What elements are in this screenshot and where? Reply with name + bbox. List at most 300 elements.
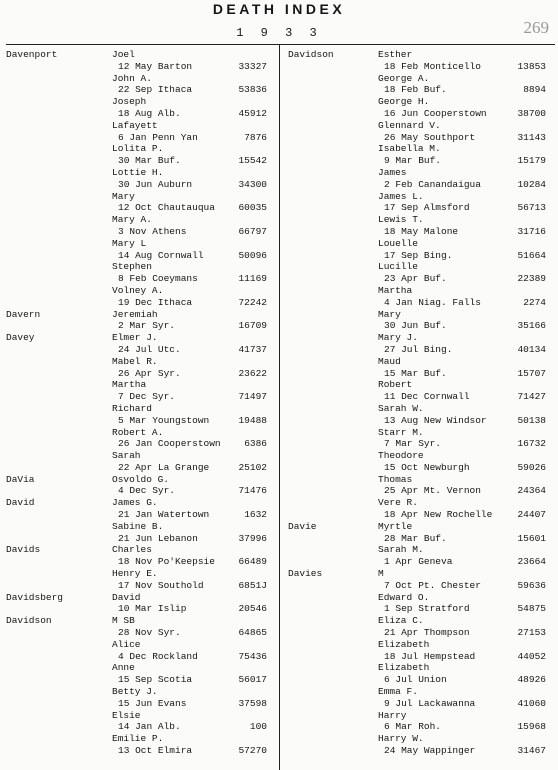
given-name: David	[112, 591, 141, 603]
entry-detail-row	[284, 273, 552, 285]
entry-name-row	[284, 427, 552, 439]
death-date-place: 15 Mar Buf.	[384, 367, 447, 379]
entry-name-row	[284, 733, 552, 745]
entry-name-row	[6, 592, 277, 604]
certificate-number: 71497	[238, 391, 267, 403]
certificate-number: 50138	[517, 414, 546, 426]
entry-detail-row	[6, 509, 277, 521]
given-name: Volney A.	[112, 284, 164, 296]
certificate-number: 75436	[238, 650, 267, 662]
entry-name-row	[6, 285, 277, 297]
death-date-place: 21 Apr Thompson	[384, 627, 470, 639]
certificate-number: 24407	[517, 509, 546, 521]
death-date-place: 23 Apr Buf.	[384, 273, 447, 285]
surname: Davidson	[6, 615, 52, 627]
given-name: Maud	[378, 355, 401, 367]
entry-name-row	[284, 379, 552, 391]
entry-name-row	[6, 49, 277, 61]
given-name: Alice	[112, 638, 141, 650]
entry-name-row	[284, 544, 552, 556]
certificate-number: 15179	[517, 155, 546, 167]
entry-name-row	[6, 710, 277, 722]
entry-name-row	[6, 568, 277, 580]
death-date-place: 17 Sep Bing.	[384, 249, 453, 261]
entry-detail-row	[6, 344, 277, 356]
death-date-place: 30 Mar Buf.	[118, 155, 181, 167]
given-name: M	[378, 568, 384, 580]
death-date-place: 6 Jul Union	[384, 674, 447, 686]
given-name: Jeremiah	[112, 308, 158, 320]
death-date-place: 1 Apr Geneva	[384, 556, 453, 568]
entry-detail-row	[6, 391, 277, 403]
certificate-number: 7876	[244, 131, 267, 143]
entry-name-row	[6, 521, 277, 533]
entry-name-row	[284, 285, 552, 297]
given-name: Martha	[112, 379, 147, 391]
given-name: John A.	[112, 72, 152, 84]
entry-name-row	[284, 96, 552, 108]
surname: Davern	[6, 308, 41, 320]
death-date-place: 28 Mar Buf.	[384, 532, 447, 544]
left-index-column	[6, 49, 277, 757]
given-name: Joel	[112, 49, 135, 60]
certificate-number: 53836	[238, 84, 267, 96]
entry-detail-row	[6, 698, 277, 710]
entry-name-row	[284, 568, 552, 580]
certificate-number: 54875	[517, 603, 546, 615]
given-name: Osvoldo G.	[112, 473, 170, 485]
entry-name-row	[6, 332, 277, 344]
given-name: Elizabeth	[378, 638, 430, 650]
entry-name-row	[284, 639, 552, 651]
certificate-number: 59026	[517, 461, 546, 473]
death-date-place: 22 Sep Ithaca	[118, 84, 193, 96]
certificate-number: 31467	[517, 745, 546, 757]
certificate-number: 50096	[238, 249, 267, 261]
certificate-number: 41737	[238, 343, 267, 355]
entry-detail-row	[6, 674, 277, 686]
entry-name-row	[6, 733, 277, 745]
given-name: Emma F.	[378, 686, 418, 698]
given-name: Martha	[378, 284, 413, 296]
certificate-number: 56713	[517, 202, 546, 214]
death-date-place: 14 Aug Cornwall	[118, 249, 204, 261]
entry-name-row	[6, 143, 277, 155]
entry-detail-row	[284, 368, 552, 380]
given-name: Thomas	[378, 473, 413, 485]
entry-detail-row	[284, 485, 552, 497]
certificate-number: 48926	[517, 674, 546, 686]
certificate-number: 27153	[517, 627, 546, 639]
certificate-number: 59636	[517, 579, 546, 591]
entry-name-row	[284, 521, 552, 533]
death-date-place: 18 Feb Buf.	[384, 84, 447, 96]
given-name: Sarah	[112, 450, 141, 462]
death-date-place: 17 Sep Almsford	[384, 202, 470, 214]
death-date-place: 18 Feb Monticello	[384, 60, 481, 72]
death-date-place: 25 Apr Mt. Vernon	[384, 485, 481, 497]
certificate-number: 35166	[517, 320, 546, 332]
death-date-place: 24 Jul Utc.	[118, 343, 181, 355]
entry-name-row	[6, 167, 277, 179]
entry-name-row	[284, 167, 552, 179]
given-name: Elmer J.	[112, 332, 158, 344]
death-date-place: 10 Mar Islip	[118, 603, 187, 615]
entry-detail-row	[6, 556, 277, 568]
entry-detail-row	[6, 651, 277, 663]
entry-name-row	[284, 332, 552, 344]
entry-detail-row	[284, 132, 552, 144]
surname: Davey	[6, 332, 35, 344]
given-name: Joseph	[112, 96, 147, 108]
entry-name-row	[284, 238, 552, 250]
entry-detail-row	[6, 250, 277, 262]
certificate-number: 22389	[517, 273, 546, 285]
given-name: Elsie	[112, 709, 141, 721]
death-date-place: 16 Jun Cooperstown	[384, 107, 487, 119]
surname: Davidsberg	[6, 591, 64, 603]
entry-name-row	[6, 450, 277, 462]
certificate-number: 10284	[517, 178, 546, 190]
given-name: Vere R.	[378, 497, 418, 509]
death-date-place: 11 Dec Cornwall	[384, 391, 470, 403]
given-name: Glennard V.	[378, 119, 441, 131]
certificate-number: 24364	[517, 485, 546, 497]
entry-detail-row	[6, 108, 277, 120]
surname: Davenport	[6, 49, 58, 60]
entry-detail-row	[6, 84, 277, 96]
entry-detail-row	[284, 297, 552, 309]
entry-detail-row	[6, 721, 277, 733]
certificate-number: 51664	[517, 249, 546, 261]
entry-name-row	[284, 73, 552, 85]
entry-name-row	[284, 474, 552, 486]
entry-detail-row	[6, 61, 277, 73]
certificate-number: 64865	[238, 627, 267, 639]
given-name: Lafayett	[112, 119, 158, 131]
entry-name-row	[284, 49, 552, 61]
certificate-number: 23622	[238, 367, 267, 379]
given-name: Elizabeth	[378, 662, 430, 674]
entry-name-row	[6, 686, 277, 698]
death-date-place: 13 Aug New Windsor	[384, 414, 487, 426]
certificate-number: 38700	[517, 107, 546, 119]
certificate-number: 72242	[238, 296, 267, 308]
page-title: DEATH INDEX	[212, 1, 346, 17]
entry-detail-row	[284, 391, 552, 403]
death-date-place: 26 May Southport	[384, 131, 476, 143]
certificate-number: 71476	[238, 485, 267, 497]
certificate-number: 6851J	[238, 579, 267, 591]
death-date-place: 8 Feb Coeymans	[118, 273, 198, 285]
entry-detail-row	[284, 320, 552, 332]
given-name: Charles	[112, 544, 152, 556]
given-name: George A.	[378, 72, 430, 84]
certificate-number: 1632	[244, 509, 267, 521]
certificate-number: 16732	[517, 438, 546, 450]
entry-detail-row	[6, 580, 277, 592]
right-index-column	[284, 49, 552, 757]
entry-detail-row	[284, 627, 552, 639]
death-date-place: 7 Oct Pt. Chester	[384, 579, 481, 591]
given-name: James	[378, 166, 407, 178]
given-name: Mary	[112, 190, 135, 202]
given-name: Richard	[112, 402, 152, 414]
entry-name-row	[6, 639, 277, 651]
certificate-number: 40134	[517, 343, 546, 355]
entry-detail-row	[284, 250, 552, 262]
certificate-number: 25102	[238, 461, 267, 473]
entry-detail-row	[284, 533, 552, 545]
entry-name-row	[284, 497, 552, 509]
death-date-place: 7 Dec Syr.	[118, 391, 176, 403]
entry-detail-row	[284, 61, 552, 73]
certificate-number: 23664	[517, 556, 546, 568]
certificate-number: 15601	[517, 532, 546, 544]
given-name: Sabine B.	[112, 520, 164, 532]
death-date-place: 28 Nov Syr.	[118, 627, 181, 639]
given-name: Myrtle	[378, 520, 413, 532]
certificate-number: 34300	[238, 178, 267, 190]
certificate-number: 6386	[244, 438, 267, 450]
entry-name-row	[6, 73, 277, 85]
entry-detail-row	[284, 84, 552, 96]
entry-name-row	[6, 238, 277, 250]
certificate-number: 33327	[238, 60, 267, 72]
given-name: Esther	[378, 49, 413, 60]
entry-detail-row	[6, 462, 277, 474]
certificate-number: 37598	[238, 697, 267, 709]
entry-name-row	[6, 474, 277, 486]
given-name: Mabel R.	[112, 355, 158, 367]
entry-detail-row	[284, 556, 552, 568]
given-name: Theodore	[378, 450, 424, 462]
given-name: Robert A.	[112, 426, 164, 438]
given-name: Henry E.	[112, 568, 158, 580]
death-date-place: 6 Mar Roh.	[384, 721, 442, 733]
entry-name-row	[284, 143, 552, 155]
entry-name-row	[6, 544, 277, 556]
entry-name-row	[284, 191, 552, 203]
given-name: Harry	[378, 709, 407, 721]
certificate-number: 8894	[523, 84, 546, 96]
death-date-place: 18 Aug Alb.	[118, 107, 181, 119]
given-name: Betty J.	[112, 686, 158, 698]
given-name: Mary L	[112, 237, 147, 249]
entry-name-row	[6, 120, 277, 132]
given-name: Stephen	[112, 261, 152, 273]
entry-detail-row	[284, 603, 552, 615]
entry-name-row	[6, 96, 277, 108]
entry-detail-row	[284, 202, 552, 214]
certificate-number: 2274	[523, 296, 546, 308]
entry-detail-row	[6, 202, 277, 214]
entry-detail-row	[6, 415, 277, 427]
given-name: Mary A.	[112, 214, 152, 226]
death-date-place: 26 Apr Syr.	[118, 367, 181, 379]
entry-name-row	[6, 497, 277, 509]
entry-detail-row	[6, 368, 277, 380]
entry-detail-row	[284, 226, 552, 238]
entry-name-row	[284, 450, 552, 462]
death-date-place: 6 Jan Penn Yan	[118, 131, 198, 143]
entry-name-row	[6, 427, 277, 439]
certificate-number: 31143	[517, 131, 546, 143]
death-date-place: 15 Jun Evans	[118, 697, 187, 709]
entry-name-row	[6, 615, 277, 627]
given-name: George H.	[378, 96, 430, 108]
surname: Davidson	[288, 49, 334, 60]
death-date-place: 7 Mar Syr.	[384, 438, 442, 450]
death-date-place: 21 Jun Lebanon	[118, 532, 198, 544]
death-date-place: 19 Dec Ithaca	[118, 296, 193, 308]
certificate-number: 11169	[238, 273, 267, 285]
certificate-number: 37996	[238, 532, 267, 544]
given-name: Emilie P.	[112, 733, 164, 745]
death-date-place: 22 Apr La Grange	[118, 461, 210, 473]
entry-name-row	[6, 309, 277, 321]
certificate-number: 71427	[517, 391, 546, 403]
entry-detail-row	[284, 721, 552, 733]
entry-name-row	[6, 356, 277, 368]
entry-detail-row	[6, 745, 277, 757]
header-rule	[6, 44, 555, 45]
certificate-number: 44052	[517, 650, 546, 662]
entry-detail-row	[284, 580, 552, 592]
certificate-number: 20546	[238, 603, 267, 615]
death-date-place: 2 Mar Syr.	[118, 320, 176, 332]
entry-name-row	[6, 403, 277, 415]
death-date-place: 5 Mar Youngstown	[118, 414, 210, 426]
certificate-number: 60035	[238, 202, 267, 214]
given-name: Starr M.	[378, 426, 424, 438]
given-name: Anne	[112, 662, 135, 674]
death-date-place: 3 Nov Athens	[118, 225, 187, 237]
death-date-place: 13 Oct Elmira	[118, 745, 193, 757]
given-name: Eliza C.	[378, 615, 424, 627]
entry-detail-row	[284, 509, 552, 521]
entry-detail-row	[6, 485, 277, 497]
certificate-number: 15968	[517, 721, 546, 733]
death-date-place: 26 Jan Cooperstown	[118, 438, 221, 450]
given-name: M SB	[112, 615, 135, 627]
entry-detail-row	[284, 462, 552, 474]
death-date-place: 18 Jul Hempstead	[384, 650, 476, 662]
entry-name-row	[284, 214, 552, 226]
page-number: 269	[523, 18, 549, 37]
entry-detail-row	[6, 297, 277, 309]
certificate-number: 15542	[238, 155, 267, 167]
entry-name-row	[6, 214, 277, 226]
certificate-number: 45912	[238, 107, 267, 119]
given-name: James L.	[378, 190, 424, 202]
entry-name-row	[6, 261, 277, 273]
given-name: Sarah M.	[378, 544, 424, 556]
entry-name-row	[284, 686, 552, 698]
given-name: James G.	[112, 497, 158, 509]
entry-detail-row	[284, 438, 552, 450]
entry-name-row	[284, 120, 552, 132]
entry-detail-row	[6, 320, 277, 332]
certificate-number: 56017	[238, 674, 267, 686]
given-name: Lottie H.	[112, 166, 164, 178]
entry-detail-row	[284, 698, 552, 710]
entry-detail-row	[284, 415, 552, 427]
death-date-place: 30 Jun Auburn	[118, 178, 193, 190]
death-date-place: 12 Oct Chautauqua	[118, 202, 215, 214]
surname: David	[6, 497, 35, 509]
given-name: Mary J.	[378, 332, 418, 344]
death-date-place: 4 Dec Rockland	[118, 650, 198, 662]
surname: DaVia	[6, 473, 35, 485]
death-date-place: 4 Jan Niag. Falls	[384, 296, 481, 308]
certificate-number: 57270	[238, 745, 267, 757]
certificate-number: 15707	[517, 367, 546, 379]
given-name: Edward O.	[378, 591, 430, 603]
entry-name-row	[284, 662, 552, 674]
certificate-number: 13853	[517, 60, 546, 72]
given-name: Louelle	[378, 237, 418, 249]
death-date-place: 24 May Wappinger	[384, 745, 476, 757]
entry-detail-row	[6, 132, 277, 144]
given-name: Isabella M.	[378, 143, 441, 155]
entry-detail-row	[284, 344, 552, 356]
entry-name-row	[284, 356, 552, 368]
given-name: Mary	[378, 308, 401, 320]
entry-detail-row	[284, 155, 552, 167]
surname: Davids	[6, 544, 41, 556]
certificate-number: 41060	[517, 697, 546, 709]
entry-detail-row	[6, 627, 277, 639]
entry-detail-row	[284, 651, 552, 663]
death-date-place: 12 May Barton	[118, 60, 193, 72]
entry-name-row	[284, 261, 552, 273]
death-date-place: 15 Oct Newburgh	[384, 461, 470, 473]
death-date-place: 15 Sep Scotia	[118, 674, 193, 686]
entry-name-row	[284, 309, 552, 321]
death-date-place: 1 Sep Stratford	[384, 603, 470, 615]
entry-detail-row	[6, 226, 277, 238]
entry-name-row	[6, 662, 277, 674]
entry-name-row	[284, 592, 552, 604]
certificate-number: 100	[249, 721, 267, 733]
certificate-number: 16709	[238, 320, 267, 332]
given-name: Lolita P.	[112, 143, 164, 155]
death-date-place: 4 Dec Syr.	[118, 485, 176, 497]
entry-name-row	[284, 615, 552, 627]
death-date-place: 9 Jul Lackawanna	[384, 697, 476, 709]
entry-detail-row	[284, 179, 552, 191]
certificate-number: 19488	[238, 414, 267, 426]
given-name: Sarah W.	[378, 402, 424, 414]
given-name: Robert	[378, 379, 413, 391]
entry-detail-row	[6, 179, 277, 191]
column-divider	[279, 44, 280, 770]
entry-detail-row	[6, 603, 277, 615]
entry-name-row	[6, 379, 277, 391]
certificate-number: 66797	[238, 225, 267, 237]
death-date-place: 21 Jan Watertown	[118, 509, 210, 521]
death-date-place: 2 Feb Canandaigua	[384, 178, 481, 190]
surname: Davie	[288, 520, 317, 532]
entry-detail-row	[6, 155, 277, 167]
death-date-place: 18 Apr New Rochelle	[384, 509, 493, 521]
certificate-number: 31716	[517, 225, 546, 237]
given-name: Harry W.	[378, 733, 424, 745]
given-name: Lewis T.	[378, 214, 424, 226]
entry-name-row	[6, 191, 277, 203]
certificate-number: 66489	[238, 556, 267, 568]
